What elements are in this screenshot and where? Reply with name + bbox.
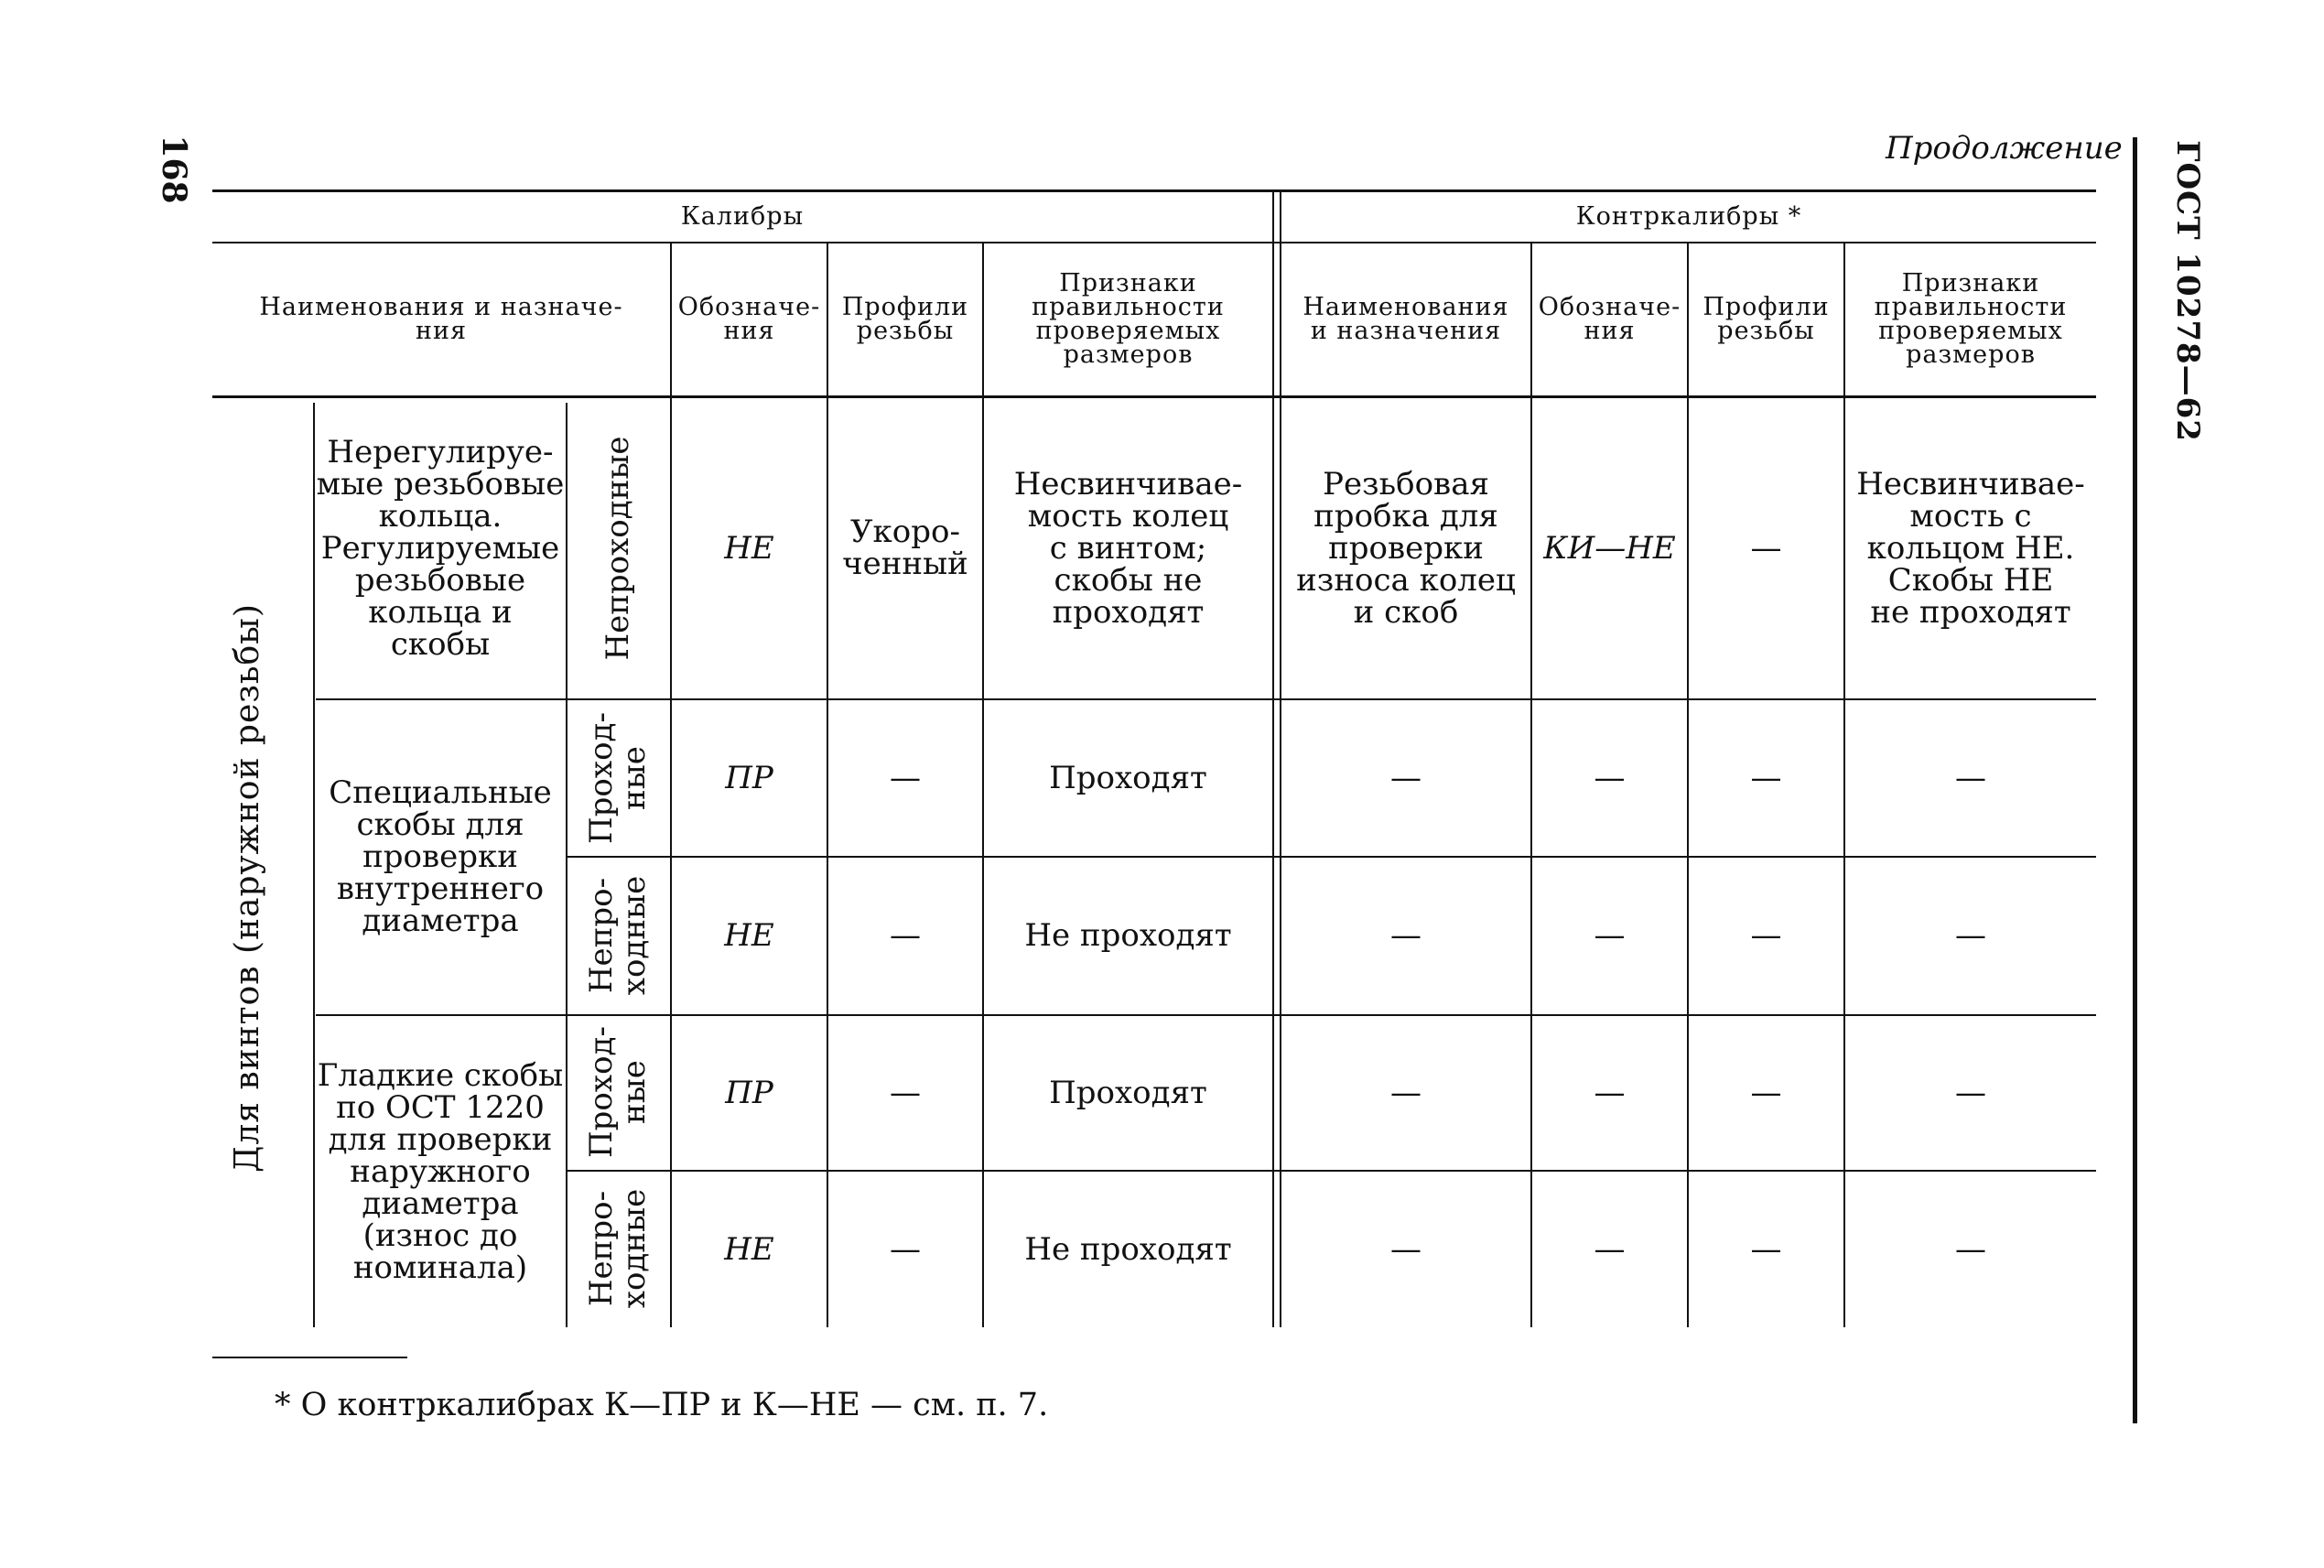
row1-criteria: Несвинчивае- мость колец с винтом; скобы не проходят	[1013, 465, 1243, 631]
row4-counter-designation: —	[1594, 1074, 1626, 1111]
header-profile-left: Профили резьбы	[841, 293, 969, 345]
row3-counter-designation: —	[1594, 917, 1626, 954]
row1-type: Непроходные	[599, 436, 636, 661]
continuation-label: Продолжение	[1886, 130, 2123, 167]
row5-type: Непро- ходные	[583, 1188, 653, 1309]
row3-counter-criteria: —	[1955, 917, 1986, 954]
header-names-right: Наименования и назначения	[1303, 293, 1509, 345]
row3-counter-name: —	[1390, 917, 1421, 954]
row4-designation: ПР	[725, 1074, 773, 1111]
row1-counter-designation: КИ—НЕ	[1543, 529, 1676, 567]
row2-criteria: Проходят	[1049, 759, 1207, 796]
row3-designation: НЕ	[724, 917, 774, 954]
header-names-left: Наименования и назначе- ния	[259, 293, 623, 345]
col-rule-double-a	[1272, 189, 1274, 1327]
row4-counter-name: —	[1390, 1074, 1421, 1111]
row3-type: Непро- ходные	[583, 875, 653, 996]
header-kontrkalibry: Контркалибры *	[1575, 202, 1802, 231]
row4-criteria: Проходят	[1049, 1074, 1207, 1111]
row3-profile: —	[890, 917, 921, 954]
row5-profile: —	[890, 1230, 921, 1268]
header-criteria-left: Признаки правильности проверяемых размеров	[1032, 269, 1225, 369]
row1-profile: Укоро- ченный	[842, 514, 968, 582]
header-kalibry: Калибры	[680, 202, 805, 231]
header-designation-left: Обозначе- ния	[677, 293, 821, 345]
row2-counter-profile: —	[1750, 759, 1782, 796]
row2-designation: ПР	[725, 759, 773, 796]
group-name-3: Гладкие скобы по ОСТ 1220 для проверки наружного диаметра (износ до номинала)	[317, 1056, 564, 1286]
row5-counter-criteria: —	[1955, 1230, 1986, 1268]
row2-type: Проход- ные	[583, 712, 653, 844]
row2-counter-designation: —	[1594, 759, 1626, 796]
footnote-rule	[212, 1357, 407, 1358]
footnote: * О контркалибрах К—ПР и К—НЕ — см. п. 7.	[275, 1387, 1049, 1423]
row1-counter-criteria: Несвинчивае- мость с кольцом НЕ. Скобы НЕ не проходят	[1856, 465, 2085, 631]
row2-counter-name: —	[1390, 759, 1421, 796]
gost-label: ГОСТ 10278—62	[2169, 140, 2206, 442]
row4-counter-profile: —	[1750, 1074, 1782, 1111]
row2-profile: —	[890, 759, 921, 796]
row4-counter-criteria: —	[1955, 1074, 1986, 1111]
header-profile-right: Профили резьбы	[1702, 293, 1830, 345]
row5-counter-profile: —	[1750, 1230, 1782, 1268]
row5-criteria: Не проходят	[1024, 1230, 1232, 1268]
group-label-vertical: Для винтов (наружной резьбы)	[228, 603, 266, 1173]
row2-counter-criteria: —	[1955, 759, 1986, 796]
row3-counter-profile: —	[1750, 917, 1782, 954]
row3-criteria: Не проходят	[1024, 917, 1232, 954]
row5-counter-designation: —	[1594, 1230, 1626, 1268]
row5-counter-name: —	[1390, 1230, 1421, 1268]
group-name-1: Нерегулируе- мые резьбовые кольца. Регулируемые резьбовые кольца и скобы	[316, 433, 565, 663]
row1-designation: НЕ	[724, 529, 774, 567]
row4-profile: —	[890, 1074, 921, 1111]
row1-counter-name: Резьбовая пробка для проверки износа колец и скоб	[1296, 465, 1516, 631]
side-rule	[2133, 137, 2137, 1423]
row4-type: Проход- ные	[583, 1026, 653, 1158]
page-number: 168	[155, 135, 193, 204]
group-name-2: Специальные скобы для проверки внутреннего диаметра	[329, 774, 552, 939]
header-criteria-right: Признаки правильности проверяемых размеров	[1874, 269, 2068, 369]
header-designation-right: Обозначе- ния	[1538, 293, 1681, 345]
row5-designation: НЕ	[724, 1230, 774, 1268]
row1-counter-profile: —	[1750, 529, 1782, 567]
